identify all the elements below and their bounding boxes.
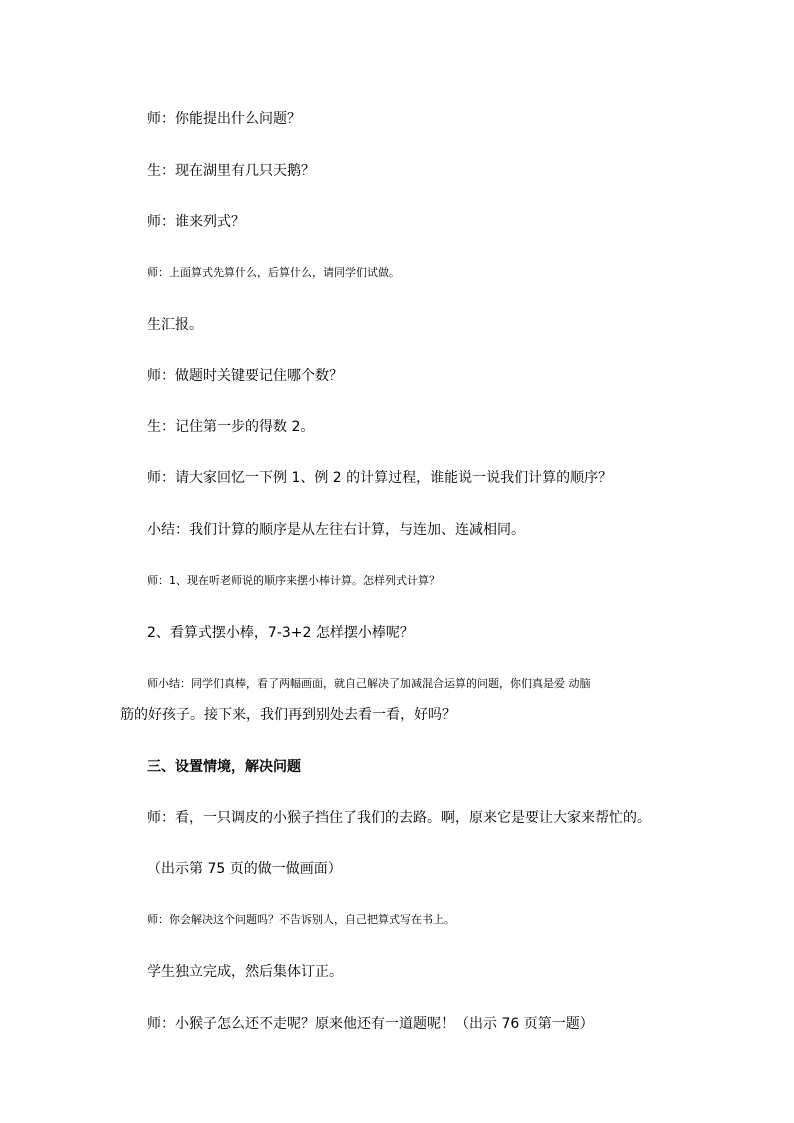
dialogue-line-5: 生汇报。 (147, 317, 203, 333)
dialogue-line-4: 师：上面算式先算什么，后算什么，请同学们试做。 (147, 266, 400, 279)
teacher-summary-line-2: 筋的好孩子。接下来，我们再到别处去看一看，好吗？ (120, 707, 456, 723)
dialogue-line-6: 师：做题时关键要记住哪个数？ (147, 368, 343, 384)
dialogue-line-15: 师：小猴子怎么还不走呢？原来他还有一道题呢！（出示 76 页第一题） (147, 1016, 594, 1032)
dialogue-line-3: 师：谁来列式？ (147, 214, 245, 230)
dialogue-line-8: 师：请大家回忆一下例 1、例 2 的计算过程，谁能说一说我们计算的顺序？ (147, 470, 613, 486)
dialogue-line-9: 师：1、现在听老师说的顺序来摆小棒计算。怎样列式计算？ (147, 574, 440, 587)
dialogue-line-7: 生：记住第一步的得数 2。 (147, 419, 315, 435)
dialogue-line-10: 2、看算式摆小棒，7-3+2 怎样摆小棒呢？ (147, 625, 414, 641)
summary-line: 小结：我们计算的顺序是从左往右计算，与连加、连减相同。 (147, 522, 525, 538)
dialogue-line-13: 师：你会解决这个问题吗？不告诉别人，自己把算式写在书上。 (147, 913, 455, 926)
teacher-summary-line-1: 师小结：同学们真棒，看了两幅画面，就自己解决了加减混合运算的问题，你们真是爱 动脑 (147, 677, 591, 690)
section-heading: 三、设置情境，解决问题 (147, 759, 301, 775)
dialogue-line-12: （出示第 75 页的做一做画面） (147, 861, 342, 877)
dialogue-line-14: 学生独立完成，然后集体订正。 (147, 964, 343, 980)
dialogue-line-1: 师：你能提出什么问题？ (147, 111, 301, 127)
dialogue-line-2: 生：现在湖里有几只天鹅？ (147, 163, 315, 179)
dialogue-line-11: 师：看，一只调皮的小猴子挡住了我们的去路。啊，原来它是要让大家来帮忙的。 (147, 810, 651, 826)
